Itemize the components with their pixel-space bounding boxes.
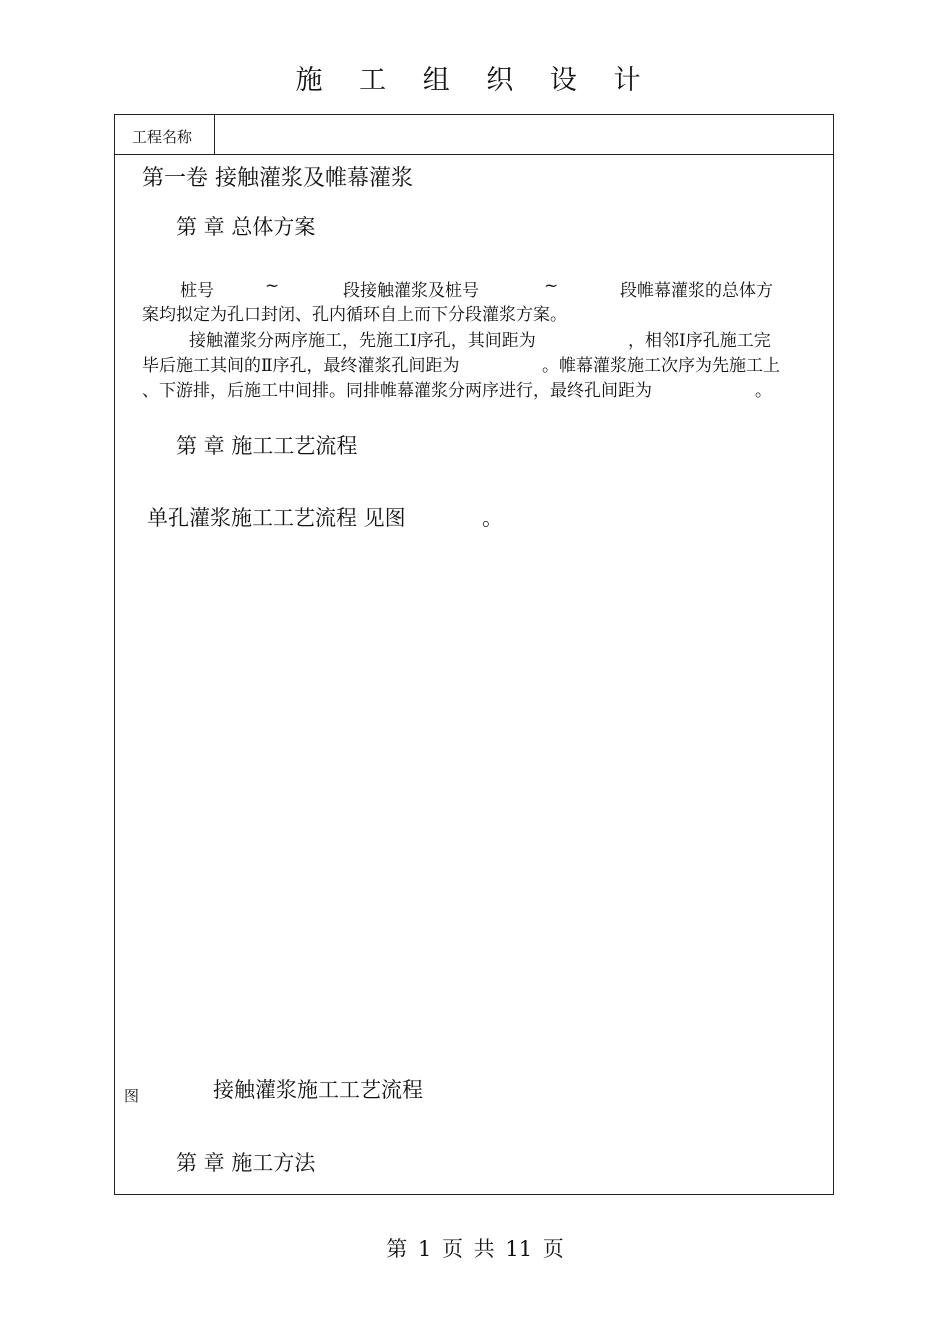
grouting-sequence-text: 毕后施工其间的Ⅱ序孔，最终灌浆孔间距为 [142,356,460,376]
figure-label: 图 [124,1087,140,1105]
project-name-row [115,115,833,155]
grouting-sequence-text: ，相邻Ⅰ序孔施工完 [628,331,771,351]
chapter-heading-process-flow: 第 章 施工工艺流程 [176,434,358,458]
chapter-heading-methods: 第 章 施工方法 [176,1151,316,1175]
overall-plan-text: ~ [544,276,559,296]
overall-plan-text: 桩号 [180,281,214,301]
project-name-label-cell [115,115,215,154]
overall-plan-text: ~ [265,276,280,296]
page-footer: 第 1 页 共 11 页 [386,1237,564,1261]
overall-plan-text: 案均拟定为孔口封闭、孔内循环自上而下分段灌浆方案。 [142,305,567,325]
document-title: 施 工 组 织 设 计 [295,65,655,96]
figure-caption: 接触灌浆施工工艺流程 [213,1078,423,1102]
grouting-sequence-text: 。帷幕灌浆施工次序为先施工上 [542,356,780,376]
flow-reference-text: 。 [482,506,503,530]
overall-plan-text: 段帷幕灌浆的总体方 [620,281,773,301]
grouting-sequence-text: 接触灌浆分两序施工，先施工Ⅰ序孔，其间距为 [189,331,536,351]
chapter-heading-overall-plan: 第 章 总体方案 [176,215,316,239]
grouting-sequence-text: 。 [755,381,772,401]
project-name-label: 工程名称 [132,128,193,146]
overall-plan-text: 段接触灌浆及桩号 [343,281,479,301]
project-name-value-cell [215,115,833,154]
grouting-sequence-text: 、下游排，后施工中间排。同排帷幕灌浆分两序进行，最终孔间距为 [142,381,652,401]
flow-reference-text: 单孔灌浆施工工艺流程 见图 [147,506,406,530]
volume-title: 第一卷 接触灌浆及帷幕灌浆 [142,166,413,191]
